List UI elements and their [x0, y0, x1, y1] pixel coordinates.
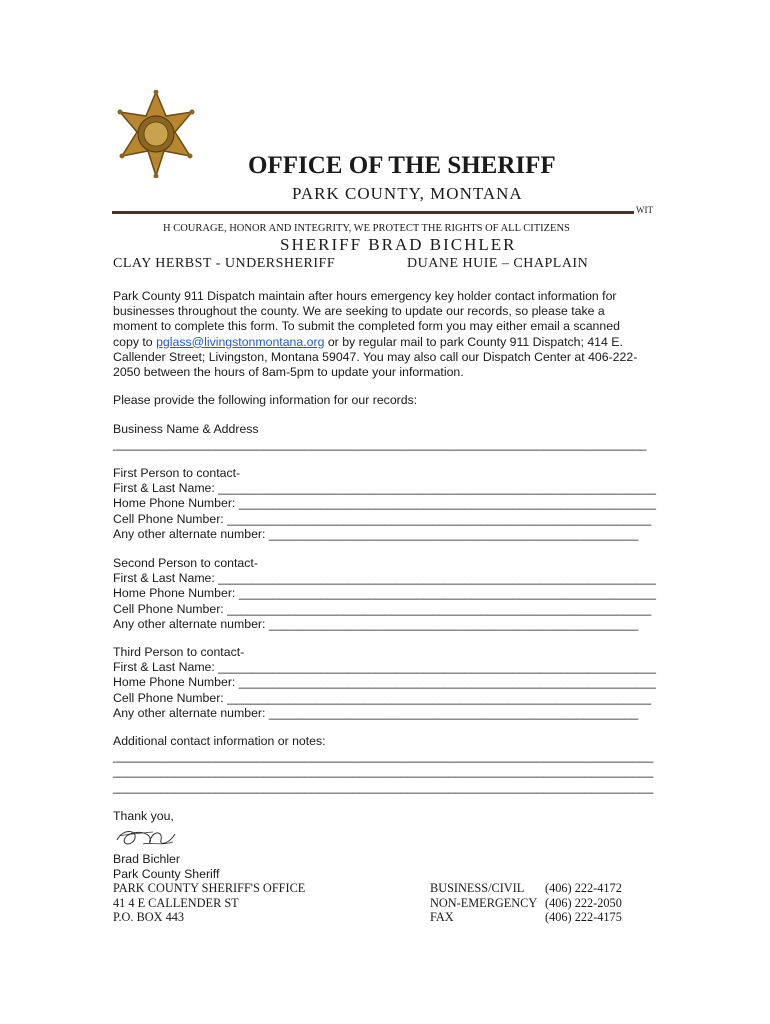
- copy-prefix: copy to: [113, 334, 157, 349]
- signatory: [113, 852, 219, 882]
- alternate-number-field[interactable]: Any other alternate number: ______________________________________________________: [113, 705, 639, 720]
- email-link[interactable]: pglass@livingstonmontana.org: [156, 334, 325, 349]
- second-person-block: [113, 556, 656, 632]
- contact-phone: (406) 222-4175: [545, 910, 622, 925]
- intro-line: Callender Street; Livingston, Montana 59047. You may also call our Dispatch Center at 406-222-: [113, 349, 638, 364]
- chaplain: DUANE HUIE – CHAPLAIN: [407, 256, 589, 271]
- contact-phones: [545, 881, 622, 925]
- contact-labels: [430, 881, 537, 925]
- form-prompt: Please provide the following information for our records:: [113, 393, 418, 407]
- cell-phone-field[interactable]: Cell Phone Number: ______________________________________________________________: [113, 690, 652, 705]
- person-heading: Second Person to contact-: [113, 556, 258, 570]
- alternate-number-field[interactable]: Any other alternate number: ______________________________________________________: [113, 616, 639, 631]
- home-phone-field[interactable]: Home Phone Number: _____________________________________________________________: [113, 586, 656, 601]
- first-person-block: [113, 466, 656, 542]
- name-field[interactable]: First & Last Name: ________________________________________________________________: [113, 481, 656, 496]
- name-field[interactable]: First & Last Name: ________________________________________________________________: [113, 660, 656, 675]
- notes-line[interactable]: _______________________________________________________________________________: [113, 764, 654, 779]
- contact-phone: (406) 222-4172: [545, 881, 622, 895]
- notes-line[interactable]: _______________________________________________________________________________: [113, 779, 654, 794]
- signatory-name: Brad Bichler: [113, 852, 180, 866]
- person-heading: First Person to contact-: [113, 466, 241, 480]
- cell-phone-field[interactable]: Cell Phone Number: ______________________________________________________________: [113, 601, 652, 616]
- motto-fragment: WIT: [636, 205, 653, 215]
- signature-icon: [113, 824, 181, 852]
- contact-label: NON-EMERGENCY: [430, 895, 538, 910]
- notes-block: [113, 734, 653, 795]
- intro-paragraph: [113, 289, 653, 380]
- business-input-line[interactable]: ______________________________________________________________________________: [113, 437, 647, 451]
- cell-phone-field[interactable]: Cell Phone Number: ______________________________________________________________: [113, 511, 652, 526]
- office-name: PARK COUNTY SHERIFF'S OFFICE: [113, 881, 306, 895]
- office-address: [113, 881, 305, 925]
- street-address: 41 4 E CALLENDER ST: [113, 895, 239, 910]
- po-box: P.O. BOX 443: [113, 910, 185, 925]
- sheriff-star-badge-icon: [112, 90, 200, 178]
- intro-line: 2050 between the hours of 8am-5pm to update your information.: [113, 365, 464, 380]
- name-field[interactable]: First & Last Name: ________________________________________________________________: [113, 571, 656, 586]
- sheriff-name: SHERIFF BRAD BICHLER: [280, 235, 517, 254]
- header-divider: [112, 211, 634, 214]
- home-phone-field[interactable]: Home Phone Number: _____________________________________________________________: [113, 675, 656, 690]
- notes-label: Additional contact information or notes:: [113, 734, 326, 748]
- intro-line: Park County 911 Dispatch maintain after hours emergency key holder contact information for: [113, 289, 617, 303]
- intro-line: businesses throughout the county. We are seeking to update our records, so please take a: [113, 304, 605, 319]
- third-person-block: [113, 645, 656, 721]
- alternate-number-field[interactable]: Any other alternate number: ______________________________________________________: [113, 526, 639, 541]
- county-name: PARK COUNTY, MONTANA: [292, 184, 523, 203]
- notes-line[interactable]: _______________________________________________________________________________: [113, 749, 654, 764]
- intro-line: moment to complete this form. To submit the completed form you may either email a scanned: [113, 319, 620, 334]
- home-phone-field[interactable]: Home Phone Number: _____________________________________________________________: [113, 496, 656, 511]
- thanks: Thank you,: [113, 809, 174, 823]
- contact-label: BUSINESS/CIVIL: [430, 881, 525, 895]
- motto: H COURAGE, HONOR AND INTEGRITY, WE PROTECT THE RIGHTS OF ALL CITIZENS: [163, 223, 570, 234]
- undersheriff: CLAY HERBST - UNDERSHERIFF: [113, 256, 336, 271]
- copy-suffix: or by regular mail to park County 911 Dispatch; 414 E.: [324, 334, 623, 349]
- contact-label: FAX: [430, 910, 454, 925]
- intro-line: [113, 335, 653, 350]
- signatory-role: Park County Sheriff: [113, 867, 220, 881]
- person-heading: Third Person to contact-: [113, 645, 245, 659]
- office-title: OFFICE OF THE SHERIFF: [248, 152, 556, 179]
- business-label: Business Name & Address: [113, 422, 259, 436]
- contact-phone: (406) 222-2050: [545, 895, 622, 910]
